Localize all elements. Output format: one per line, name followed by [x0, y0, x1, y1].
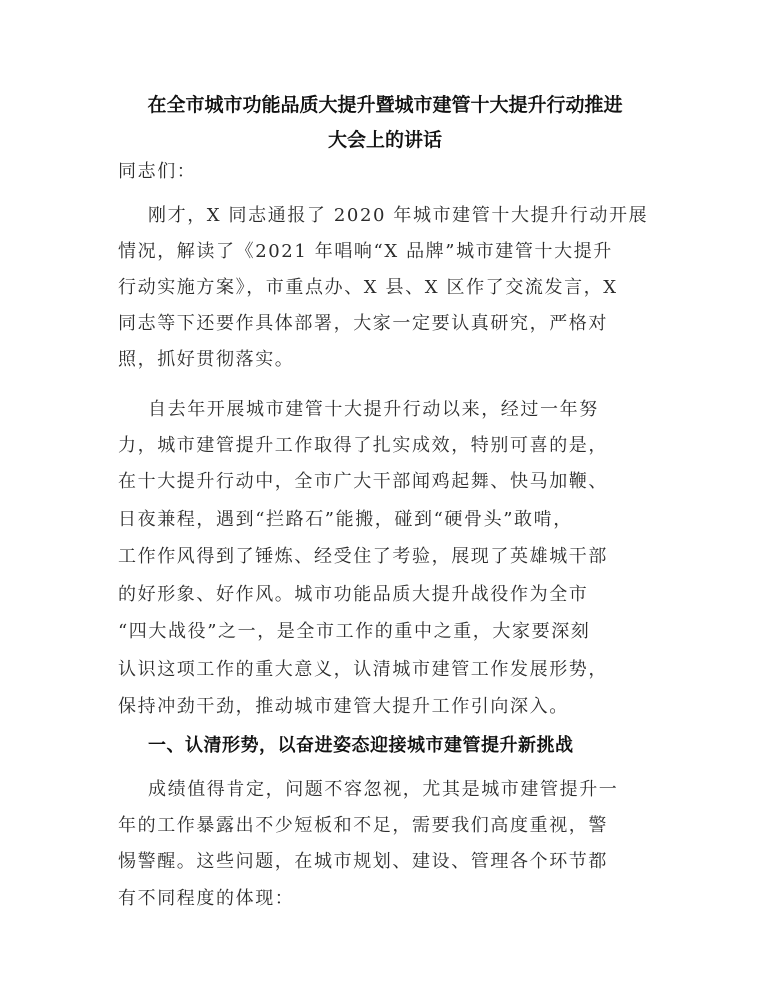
paragraph-1-line-5: 照，抓好贯彻落实。: [118, 349, 295, 370]
section-heading-1: 一、认清形势，以奋进姿态迎接城市建管提升新挑战: [148, 735, 574, 756]
paragraph-2-line-4: 日夜兼程，遇到“拦路石”能搬，碰到“硬骨头”敢啃，: [118, 509, 573, 530]
section-paragraph-line-4: 有不同程度的体现：: [118, 888, 295, 909]
section-paragraph-line-3: 惕警醒。这些问题，在城市规划、建设、管理各个环节都: [118, 851, 608, 872]
document-title-line-1: 在全市城市功能品质大提升暨城市建管十大提升行动推进: [147, 94, 623, 116]
paragraph-2-line-6: 的好形象、好作风。城市功能品质大提升战役作为全市: [118, 584, 589, 605]
paragraph-2-line-8: 认识这项工作的重大意义，认清城市建管工作发展形势，: [118, 659, 608, 680]
paragraph-2-line-1: 自去年开展城市建管十大提升行动以来，经过一年努: [148, 399, 599, 420]
section-paragraph-line-2: 年的工作暴露出不少短板和不足，需要我们高度重视，警: [118, 815, 608, 836]
salutation: 同志们：: [118, 161, 197, 182]
paragraph-2-line-5: 工作作风得到了锤炼、经受住了考验，展现了英雄城干部: [118, 546, 608, 567]
document-title-line-2: 大会上的讲话: [327, 129, 442, 151]
paragraph-2-line-2: 力，城市建管提升工作取得了扎实成效，特别可喜的是，: [118, 435, 608, 456]
paragraph-1-line-1: 刚才，X 同志通报了 2020 年城市建管十大提升行动开展: [148, 205, 649, 226]
paragraph-2-line-3: 在十大提升行动中，全市广大干部闻鸡起舞、快马加鞭、: [118, 471, 608, 492]
paragraph-1-line-4: 同志等下还要作具体部署，大家一定要认真研究，严格对: [118, 313, 608, 334]
paragraph-1-line-2: 情况，解读了《2021 年唱响“X 品牌”城市建管十大提升: [118, 241, 613, 262]
paragraph-1-line-3: 行动实施方案》，市重点办、X 县、X 区作了交流发言，X: [118, 277, 618, 298]
paragraph-2-line-9: 保持冲劲干劲，推动城市建管大提升工作引向深入。: [118, 696, 569, 717]
paragraph-2-line-7: “四大战役”之一，是全市工作的重中之重，大家要深刻: [118, 621, 591, 642]
section-paragraph-line-1: 成绩值得肯定，问题不容忽视，尤其是城市建管提升一: [148, 779, 619, 800]
